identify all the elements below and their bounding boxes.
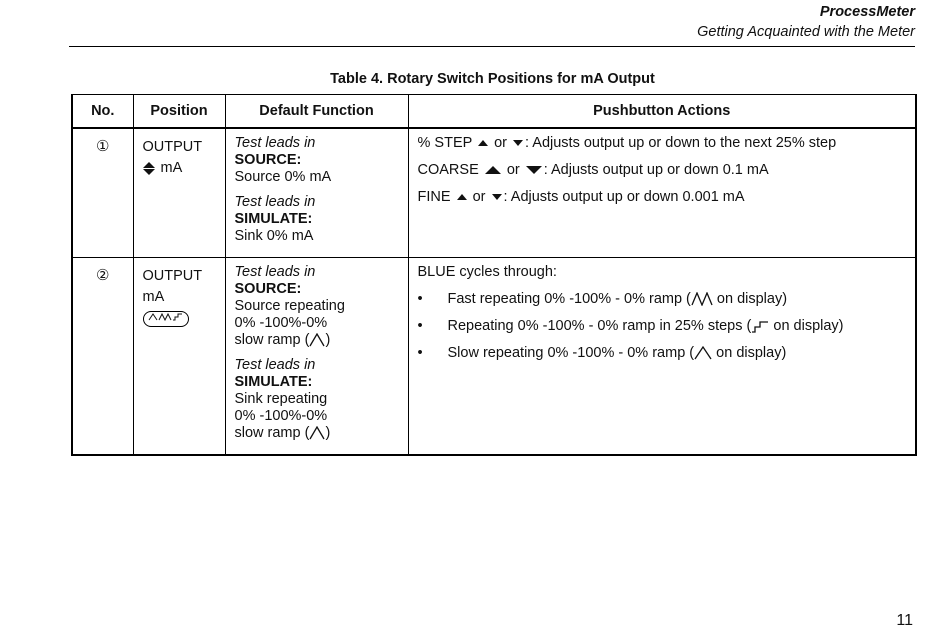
- row-number-2: ②: [96, 267, 110, 284]
- col-header-no: No.: [72, 95, 133, 129]
- table-header-row: [72, 95, 916, 129]
- list-item: [418, 318, 916, 345]
- bullet: •: [417, 345, 423, 361]
- func-desc-text: ): [325, 332, 331, 348]
- func-mode: SIMULATE:: [234, 211, 313, 227]
- func-desc: Sink repeating: [234, 391, 328, 407]
- fast-ramp-icon: [691, 292, 713, 306]
- header-product-name: ProcessMeter: [819, 4, 915, 20]
- action-or: or: [472, 189, 486, 205]
- up-arrow-icon: [457, 194, 467, 200]
- action-or: or: [506, 162, 520, 178]
- func-desc-text: slow ramp (: [234, 425, 310, 441]
- pushbutton-actions-cell: [408, 258, 916, 456]
- bullet-text: Fast repeating 0% -100% - 0% ramp (: [447, 291, 691, 307]
- down-arrow-icon: [526, 166, 542, 174]
- action-step-line: [418, 135, 916, 162]
- up-arrow-icon: [485, 166, 501, 174]
- position-cell: [133, 258, 225, 456]
- func-label: Test leads in: [234, 135, 316, 151]
- func-desc: 0% -100%-0%: [234, 315, 328, 331]
- row-number-cell: [72, 128, 133, 258]
- func-desc-text: ): [325, 425, 331, 441]
- default-function-cell: [225, 258, 408, 456]
- row-number-1: ①: [96, 138, 110, 155]
- func-desc: Source 0% mA: [234, 169, 332, 185]
- func-desc: Sink 0% mA: [234, 228, 314, 244]
- func-desc: [235, 425, 408, 442]
- bullet: •: [417, 318, 423, 334]
- position-cell: [133, 128, 225, 258]
- func-mode: SOURCE:: [234, 281, 302, 297]
- func-label: Test leads in: [234, 357, 316, 373]
- table-title: Table 4. Rotary Switch Positions for mA Output: [330, 71, 655, 87]
- slow-ramp-icon: [694, 346, 712, 360]
- action-intro: BLUE cycles through:: [417, 264, 557, 280]
- action-label: COARSE: [417, 162, 479, 178]
- func-desc-text: slow ramp (: [234, 332, 310, 348]
- col-header-position: Position: [133, 95, 225, 129]
- bullet-text: on display): [773, 318, 844, 334]
- up-down-arrows-icon: [143, 162, 155, 175]
- func-label: Test leads in: [234, 264, 316, 280]
- action-text: : Adjusts output up or down to the next 25% step: [525, 135, 837, 151]
- down-arrow-icon: [492, 194, 502, 200]
- bullet-text: Repeating 0% -100% - 0% ramp in 25% steps (: [447, 318, 752, 334]
- header-section-title: Getting Acquainted with the Meter: [697, 24, 915, 40]
- list-item: [418, 291, 916, 318]
- action-label: % STEP: [417, 135, 473, 151]
- action-label: FINE: [417, 189, 451, 205]
- func-desc: 0% -100%-0%: [234, 408, 328, 424]
- col-header-pushbutton-actions: Pushbutton Actions: [408, 95, 916, 129]
- pushbutton-actions-cell: [408, 128, 916, 258]
- position-label: OUTPUT: [142, 268, 203, 284]
- position-unit: mA: [142, 289, 165, 305]
- slow-ramp-icon: [309, 333, 325, 347]
- action-fine-line: [418, 189, 916, 216]
- action-text: : Adjusts output up or down 0.001 mA: [503, 189, 745, 205]
- func-mode: SOURCE:: [234, 152, 302, 168]
- page-number: 11: [896, 612, 913, 629]
- default-function-cell: [225, 128, 408, 258]
- func-desc: [235, 332, 408, 349]
- bullet: •: [417, 291, 423, 307]
- header-rule: [69, 46, 915, 47]
- func-desc: Source repeating: [234, 298, 345, 314]
- position-unit: mA: [160, 160, 183, 176]
- table-row: [72, 258, 916, 456]
- action-or: or: [494, 135, 507, 151]
- row-number-cell: [72, 258, 133, 456]
- bullet-text: on display): [716, 291, 788, 307]
- func-label: Test leads in: [234, 194, 316, 210]
- table-row: [72, 128, 916, 258]
- action-text: : Adjusts output up or down 0.1 mA: [543, 162, 769, 178]
- action-coarse-line: [418, 162, 916, 189]
- bullet-text: Slow repeating 0% -100% - 0% ramp (: [447, 345, 695, 361]
- list-item: [418, 345, 916, 372]
- down-arrow-icon: [513, 140, 523, 146]
- rotary-switch-table: [71, 94, 917, 456]
- slow-ramp-icon: [309, 426, 325, 440]
- func-mode: SIMULATE:: [234, 374, 313, 390]
- up-arrow-icon: [478, 140, 488, 146]
- position-label: OUTPUT: [142, 139, 203, 155]
- bullet-text: on display): [716, 345, 787, 361]
- col-header-default-function: Default Function: [225, 95, 408, 129]
- ramp-mode-badge-icon: [143, 311, 189, 327]
- step-ramp-icon: [751, 319, 769, 333]
